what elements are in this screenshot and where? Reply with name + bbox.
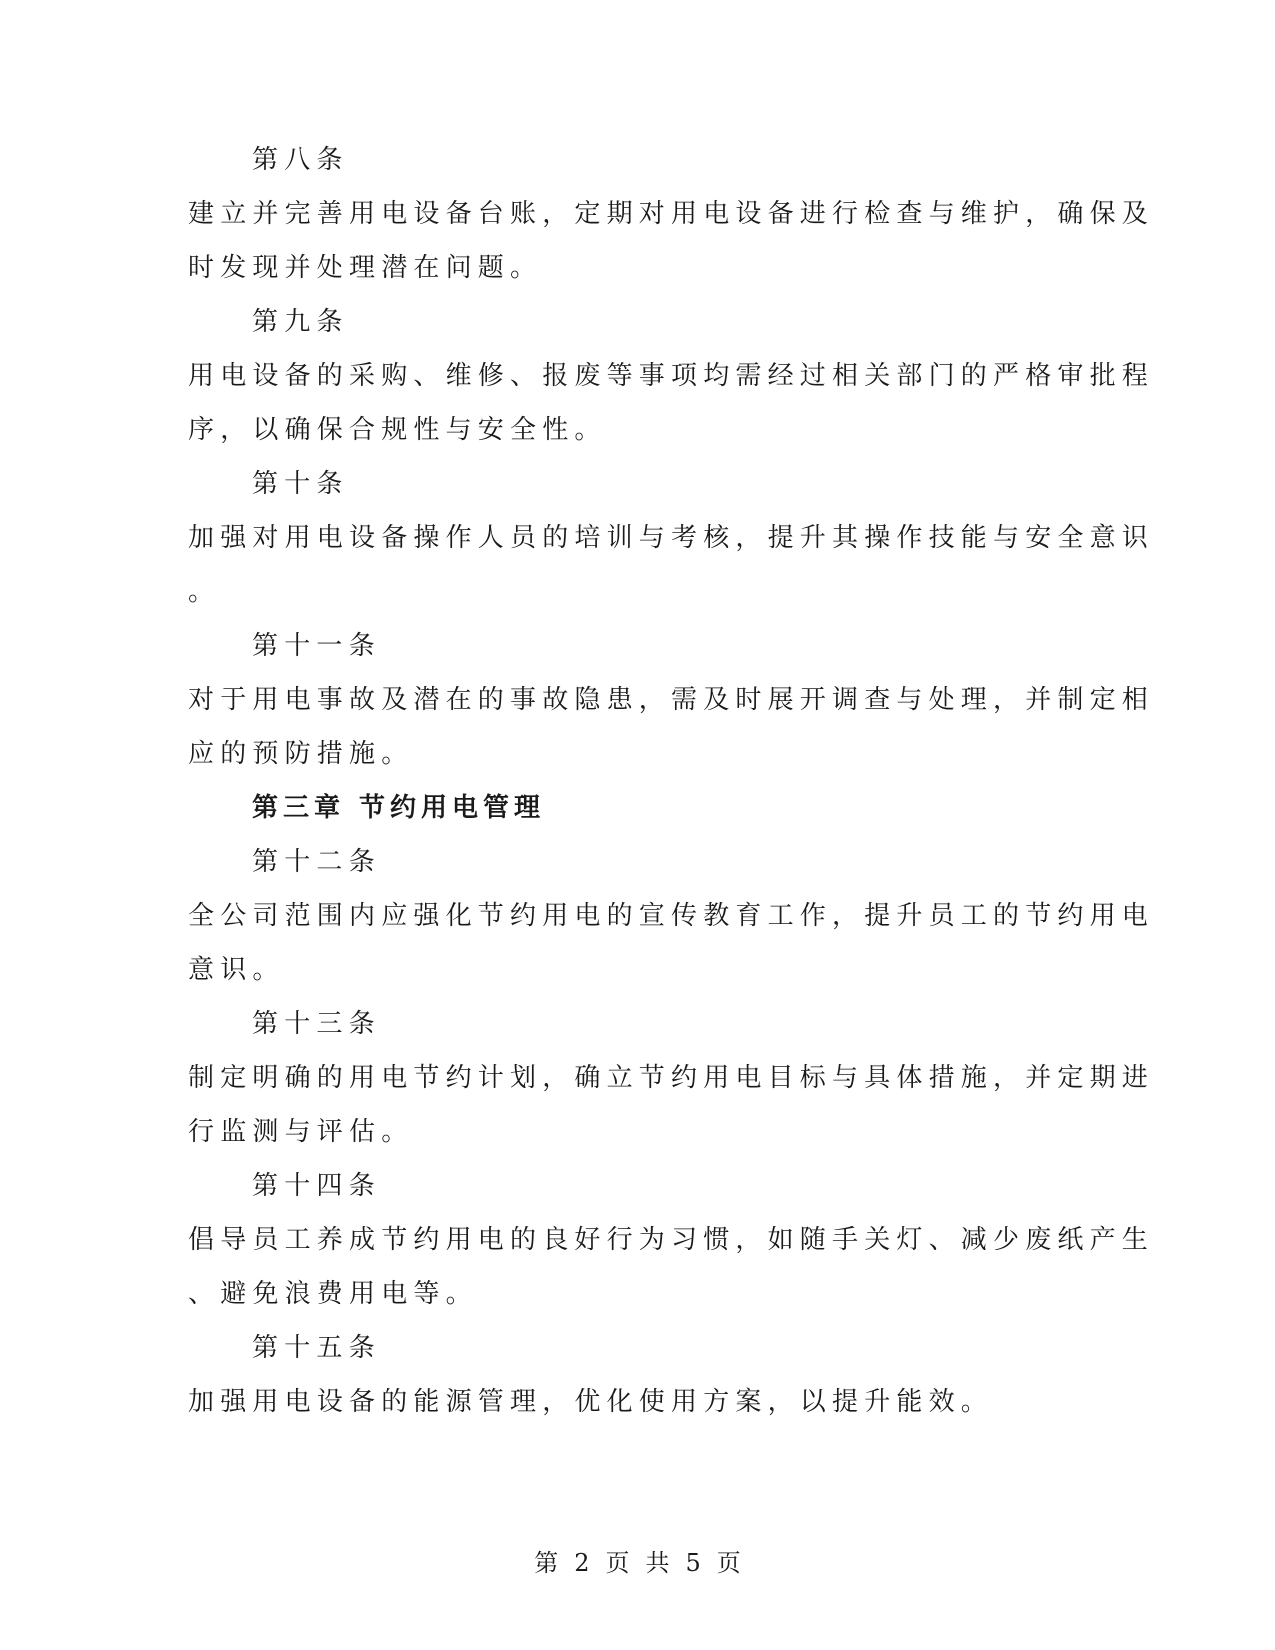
footer-page-unit: 页 (605, 1549, 630, 1577)
article-13-title: 第十三条 (252, 1009, 381, 1039)
article-10-line-1: 加强对用电设备操作人员的培训与考核，提升其操作技能与安全意识 (188, 523, 1155, 553)
footer-total-pages: 5 (685, 1549, 701, 1577)
article-13-line-1: 制定明确的用电节约计划，确立节约用电目标与具体措施，并定期进 (188, 1063, 1155, 1093)
article-11-title: 第十一条 (252, 631, 381, 661)
article-10-title: 第十条 (252, 469, 349, 499)
article-9-line-1: 用电设备的采购、维修、报废等事项均需经过相关部门的严格审批程 (188, 361, 1155, 391)
article-11-line-1: 对于用电事故及潜在的事故隐患，需及时展开调查与处理，并制定相 (188, 685, 1155, 715)
article-10-line-2: 。 (188, 577, 221, 607)
article-13-line-2: 行监测与评估。 (188, 1117, 414, 1147)
page-footer (0, 1547, 1275, 1579)
footer-total-label: 共 (645, 1549, 670, 1577)
footer-current-page: 2 (574, 1549, 590, 1577)
article-8-line-2: 时发现并处理潜在问题。 (188, 253, 543, 283)
footer-total-unit: 页 (716, 1549, 741, 1577)
article-14-line-2: 、避免浪费用电等。 (188, 1279, 478, 1309)
article-9-title: 第九条 (252, 307, 349, 337)
article-11-line-2: 应的预防措施。 (188, 739, 414, 769)
article-14-line-1: 倡导员工养成节约用电的良好行为习惯，如随手关灯、减少废纸产生 (188, 1225, 1155, 1255)
article-14-title: 第十四条 (252, 1171, 381, 1201)
article-15-title: 第十五条 (252, 1333, 381, 1363)
chapter-heading: 第三章 节约用电管理 (252, 793, 546, 823)
footer-page-label: 第 (534, 1549, 559, 1577)
article-12-title: 第十二条 (252, 847, 381, 877)
article-8-line-1: 建立并完善用电设备台账，定期对用电设备进行检查与维护，确保及 (188, 199, 1155, 229)
article-12-line-1: 全公司范围内应强化节约用电的宣传教育工作，提升员工的节约用电 (188, 901, 1155, 931)
article-12-line-2: 意识。 (188, 955, 285, 985)
article-15-line-1: 加强用电设备的能源管理，优化使用方案，以提升能效。 (188, 1387, 994, 1417)
article-9-line-2: 序，以确保合规性与安全性。 (188, 415, 607, 445)
article-8-title: 第八条 (252, 145, 349, 175)
